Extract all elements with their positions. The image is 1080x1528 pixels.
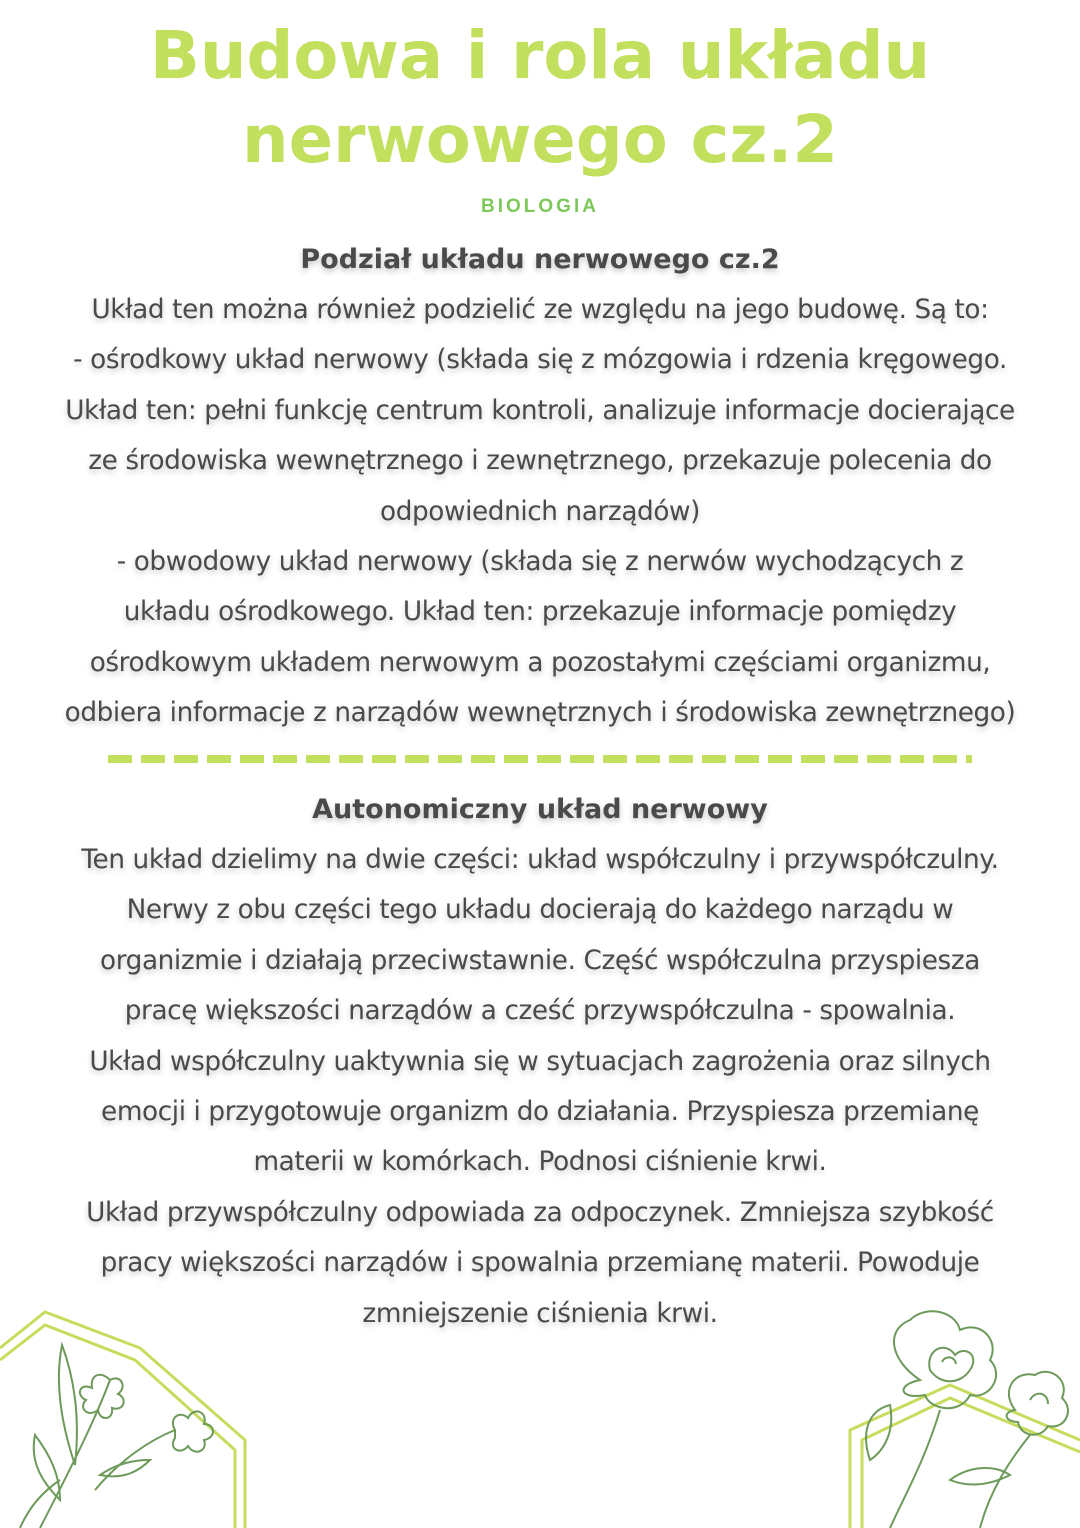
section-heading: Podział układu nerwowego cz.2	[300, 244, 780, 275]
text-line: materii w komórkach. Podnosi ciśnienie krwi.	[253, 1147, 827, 1178]
text-line: zmniejszenie ciśnienia krwi.	[362, 1298, 718, 1329]
section-body	[0, 835, 1080, 1339]
text-line: Układ współczulny uaktywnia się w sytuacjach zagrożenia oraz silnych	[89, 1046, 991, 1077]
text-line: odpowiednich narządów)	[380, 496, 700, 527]
title-line: nerwowego cz.2	[242, 102, 838, 178]
text-line: odbiera informacje z narządów wewnętrznych i środowiska zewnętrznego)	[64, 698, 1016, 729]
text-line: Ten układ dzielimy na dwie części: układ współczulny i przywspółczulny.	[81, 845, 999, 875]
text-line: emocji i przygotowuje organizm do działania. Przyspiesza przemianę	[101, 1097, 979, 1128]
text-line: układu ośrodkowego. Układ ten: przekazuje informacje pomiędzy	[123, 597, 957, 628]
text-line: Układ ten: pełni funkcję centrum kontroli, analizuje informacje docierające	[65, 395, 1015, 426]
text-line: Układ przywspółczulny odpowiada za odpoczynek. Zmniejsza szybkość	[86, 1197, 994, 1228]
text-line: ośrodkowym układem nerwowym a pozostałymi częściami organizmu,	[89, 647, 991, 678]
section-body	[0, 285, 1080, 739]
text-line: - obwodowy układ nerwowy (składa się z nerwów wychodzących z	[116, 547, 964, 578]
page-title	[0, 14, 1080, 182]
text-line: pracę większości narządów a cześć przywspółczulna - spowalnia.	[124, 996, 956, 1027]
text-line: organizmie i działają przeciwstawnie. Część współczulna przyspiesza	[100, 945, 980, 976]
text-line: - ośrodkowy układ nerwowy (składa się z mózgowia i rdzenia kręgowego.	[73, 345, 1007, 376]
flower-frame-left-icon	[0, 1300, 260, 1528]
subject-label: BIOLOGIA	[481, 196, 599, 217]
text-line: pracy większości narządów i spowalnia przemianę materii. Powoduje	[100, 1248, 980, 1279]
text-line: Nerwy z obu części tego układu docierają do każdego narządu w	[126, 895, 954, 926]
section-heading: Autonomiczny układ nerwowy	[312, 794, 768, 825]
text-line: ze środowiska wewnętrznego i zewnętrznego, przekazuje polecenia do	[88, 446, 992, 477]
text-line: Układ ten można również podzielić ze względu na jego budowę. Są to:	[91, 295, 989, 325]
rose-frame-right-icon	[830, 1300, 1080, 1528]
dashed-divider	[108, 755, 972, 763]
title-line: Budowa i rola układu	[149, 18, 931, 94]
